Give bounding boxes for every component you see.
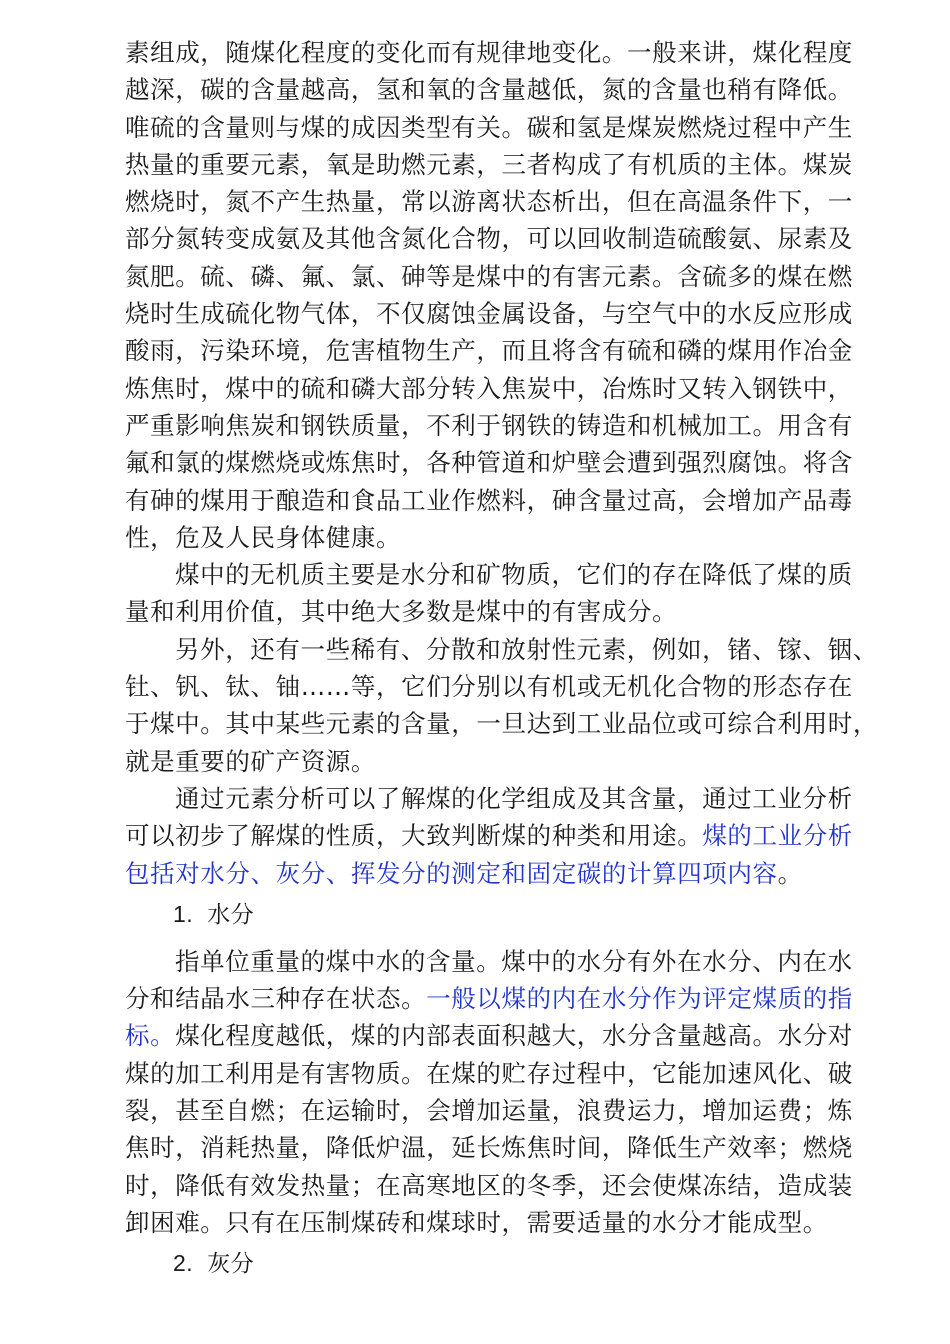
text-line: 煤的加工利用是有害物质。在煤的贮存过程中，它能加速风化、破	[125, 1058, 853, 1088]
highlighted-text: 一般以煤的内在水分作为评定煤质的指	[426, 984, 853, 1014]
text-line: 指单位重量的煤中水的含量。煤中的水分有外在水分、内在水	[175, 946, 853, 976]
text-line: 焦时，消耗热量，降低炉温，延长炼焦时间，降低生产效率；燃烧	[125, 1133, 853, 1163]
text-line: 裂，甚至自燃；在运输时，会增加运量，浪费运力，增加运费；炼	[125, 1096, 853, 1126]
text-line: 卸困难。只有在压制煤砖和煤球时，需要适量的水分才能成型。	[125, 1207, 828, 1237]
highlighted-text: 标。	[125, 1021, 176, 1051]
text-line: 煤中的无机质主要是水分和矿物质，它们的存在降低了煤的质	[175, 560, 853, 590]
text-line: 越深，碳的含量越高，氢和氧的含量越低，氮的含量也稍有降低。	[125, 75, 853, 105]
text-line: 就是重要的矿产资源。	[125, 746, 376, 776]
section-number: 2.	[173, 1250, 194, 1277]
text-line	[125, 980, 885, 1017]
highlighted-text: 煤的工业分析	[702, 821, 853, 851]
text-line: 酸雨，污染环境，危害植物生产，而且将含有硫和磷的煤用作冶金	[125, 336, 853, 366]
section-heading-moisture	[125, 896, 885, 933]
text-line: 量和利用价值，其中绝大多数是煤中的有害成分。	[125, 597, 678, 627]
text-line: 于煤中。其中某些元素的含量，一旦达到工业品位或可综合利用时，	[125, 709, 878, 739]
text-line: 烧时生成硫化物气体，不仅腐蚀金属设备，与空气中的水反应形成	[125, 299, 853, 329]
section-heading-ash	[125, 1245, 885, 1282]
section-title: 灰分	[207, 1251, 255, 1278]
text-line: 炼焦时，煤中的硫和磷大部分转入焦炭中，冶炼时又转入钢铁中，	[125, 373, 853, 403]
section-title: 水分	[207, 901, 255, 928]
text-line: 部分氮转变成氨及其他含氮化合物，可以回收制造硫酸氨、尿素及	[125, 224, 853, 254]
text-line	[125, 817, 885, 854]
paragraph-inorganic-matter	[125, 556, 885, 631]
paragraph-rare-elements	[125, 631, 885, 780]
text-span: 分和结晶水三种存在状态。	[125, 984, 427, 1014]
text-line: 氮肥。硫、磷、氟、氯、砷等是煤中的有害元素。含硫多的煤在燃	[125, 261, 853, 291]
text-line: 有砷的煤用于酿造和食品工业作燃料，砷含量过高，会增加产品毒	[125, 485, 853, 515]
section-number: 1.	[173, 900, 194, 927]
text-line	[125, 1017, 885, 1054]
text-line: 素组成，随煤化程度的变化而有规律地变化。一般来讲，煤化程度	[125, 38, 853, 67]
paragraph-analysis	[125, 780, 885, 892]
text-line: 唯硫的含量则与煤的成因类型有关。碳和氢是煤炭燃烧过程中产生	[125, 112, 853, 142]
highlighted-text: 包括对水分、灰分、挥发分的测定和固定碳的计算四项内容	[125, 858, 778, 888]
text-line: 燃烧时，氮不产生热量，常以游离状态析出，但在高温条件下，一	[125, 187, 853, 217]
document-page	[125, 34, 885, 1282]
text-line	[125, 855, 885, 892]
text-line: 通过元素分析可以了解煤的化学组成及其含量，通过工业分析	[175, 783, 853, 813]
text-line: 热量的重要元素，氧是助燃元素，三者构成了有机质的主体。煤炭	[125, 149, 853, 179]
text-line: 时，降低有效发热量；在高寒地区的冬季，还会使煤冻结，造成装	[125, 1170, 853, 1200]
text-line: 氟和氯的煤燃烧或炼焦时，各种管道和炉壁会遭到强烈腐蚀。将含	[125, 448, 853, 478]
text-span: 可以初步了解煤的性质，大致判断煤的种类和用途。	[125, 821, 703, 851]
text-span: 煤化程度越低，煤的内部表面积越大，水分含量越高。水分对	[175, 1021, 853, 1051]
text-line: 钍、钒、钛、铀……等，它们分别以有机或无机化合物的形态存在	[125, 672, 853, 702]
text-span: 。	[777, 858, 803, 888]
paragraph-organic-elements	[125, 34, 885, 556]
text-line: 严重影响焦炭和钢铁质量，不利于钢铁的铸造和机械加工。用含有	[125, 410, 853, 440]
text-line: 性，危及人民身体健康。	[125, 522, 402, 552]
text-line: 另外，还有一些稀有、分散和放射性元素，例如，锗、镓、铟、	[175, 634, 878, 664]
paragraph-moisture	[125, 943, 885, 1241]
